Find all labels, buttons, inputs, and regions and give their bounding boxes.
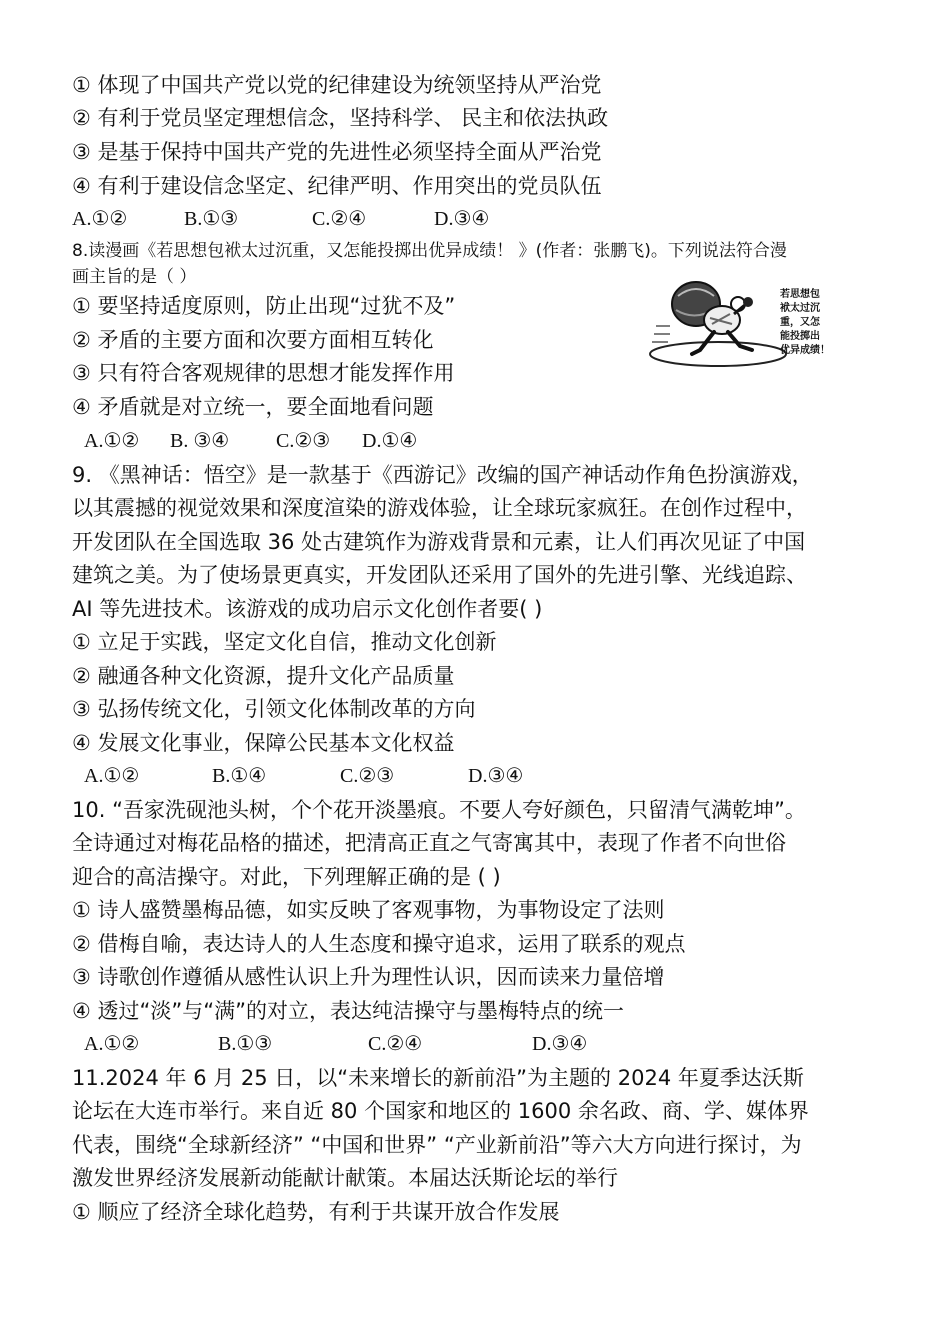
q9-option-d: D.③④ <box>468 765 524 787</box>
q10-item-4: ④ 透过“淡”与“满”的对立，表达纯洁操守与墨梅特点的统一 <box>72 999 625 1023</box>
q10-item-1: ① 诗人盛赞墨梅品德，如实反映了客观事物，为事物设定了法则 <box>72 898 665 922</box>
q9-stem-line-2: 以其震撼的视觉效果和深度渲染的游戏体验，让全球玩家疯狂。在创作过程中， <box>72 496 807 520</box>
q9-stem-line-4: 建筑之美。为了使场景更真实，开发团队还采用了国外的先进引擎、光线追踪、 <box>72 563 807 587</box>
q8-item-4: ④ 矛盾就是对立统一，要全面地看问题 <box>72 395 434 419</box>
cartoon-caption-line-2: 袱太过沉 <box>780 303 820 314</box>
q7-option-c: C.②④ <box>312 208 367 230</box>
q8-option-b: B. ③④ <box>170 430 230 452</box>
cartoon-caption-line-3: 重，又怎 <box>780 317 820 328</box>
q8-option-a: A.①② <box>84 430 140 452</box>
q7-item-4: ④ 有利于建设信念坚定、纪律严明、作用突出的党员队伍 <box>72 174 602 198</box>
q8-option-d: D.①④ <box>362 430 418 452</box>
q10-item-2: ② 借梅自喻，表达诗人的人生态度和操守追求，运用了联系的观点 <box>72 932 686 956</box>
q7-option-d: D.③④ <box>434 208 490 230</box>
q11-stem-line-2: 论坛在大连市举行。来自近 80 个国家和地区的 1600 余名政、商、学、媒体界 <box>72 1099 809 1123</box>
cartoon-caption-line-5: 优异成绩！ <box>780 345 830 356</box>
q7-item-3: ③ 是基于保持中国共产党的先进性必须坚持全面从严治党 <box>72 140 602 164</box>
cartoon-illustration <box>648 274 848 372</box>
q10-item-3: ③ 诗歌创作遵循从感性认识上升为理性认识，因而读来力量倍增 <box>72 965 665 989</box>
q9-option-c: C.②③ <box>340 765 395 787</box>
q8-stem-line-1: 8.读漫画《若思想包袱太过沉重，又怎能投掷出优异成绩！ 》(作者：张鹏飞)。下列说法符合漫 <box>72 241 787 261</box>
q9-item-1: ① 立足于实践，坚定文化自信，推动文化创新 <box>72 630 497 654</box>
q10-option-d: D.③④ <box>532 1033 588 1055</box>
q9-item-4: ④ 发展文化事业，保障公民基本文化权益 <box>72 731 455 755</box>
q9-stem-line-1: 9. 《黑神话：悟空》是一款基于《西游记》改编的国产神话动作角色扮演游戏， <box>72 463 813 487</box>
q9-stem-line-5: AI 等先进技术。该游戏的成功启示文化创作者要( ) <box>72 597 543 621</box>
cartoon-caption-line-4: 能投掷出 <box>780 331 820 342</box>
q10-option-c: C.②④ <box>368 1033 423 1055</box>
cartoon-caption <box>780 288 848 358</box>
q10-stem-line-1: 10. “吾家洗砚池头树，个个花开淡墨痕。不要人夸好颜色，只留清气满乾坤”。 <box>72 798 806 822</box>
q8-item-3: ③ 只有符合客观规律的思想才能发挥作用 <box>72 361 455 385</box>
q8-option-c: C.②③ <box>276 430 331 452</box>
q10-stem-line-2: 全诗通过对梅花品格的描述，把清高正直之气寄寓其中，表现了作者不向世俗 <box>72 831 786 855</box>
q11-stem-line-3: 代表，围绕“全球新经济” “中国和世界” “产业新前沿”等六大方向进行探讨，为 <box>72 1133 802 1157</box>
q8-item-2: ② 矛盾的主要方面和次要方面相互转化 <box>72 328 434 352</box>
q11-stem-line-4: 激发世界经济发展新动能献计献策。本届达沃斯论坛的举行 <box>72 1166 618 1190</box>
q7-item-2: ② 有利于党员坚定理想信念，坚持科学、 民主和依法执政 <box>72 106 609 130</box>
q10-stem-line-3: 迎合的高洁操守。对此，下列理解正确的是 ( ) <box>72 865 501 889</box>
q9-option-b: B.①④ <box>212 765 267 787</box>
q7-item-1: ① 体现了中国共产党以党的纪律建设为统领坚持从严治党 <box>72 73 602 97</box>
q9-stem-line-3: 开发团队在全国选取 36 处古建筑作为游戏背景和元素，让人们再次见证了中国 <box>72 530 806 554</box>
q7-option-b: B.①③ <box>184 208 239 230</box>
q11-item-1: ① 顺应了经济全球化趋势，有利于共谋开放合作发展 <box>72 1200 560 1224</box>
q10-option-a: A.①② <box>84 1033 140 1055</box>
q9-item-3: ③ 弘扬传统文化，引领文化体制改革的方向 <box>72 697 476 721</box>
q8-item-1: ① 要坚持适度原则，防止出现“过犹不及” <box>72 294 456 318</box>
q9-item-2: ② 融通各种文化资源，提升文化产品质量 <box>72 664 455 688</box>
q9-option-a: A.①② <box>84 765 140 787</box>
q7-option-a: A.①② <box>72 208 128 230</box>
q11-stem-line-1: 11.2024 年 6 月 25 日，以“未来增长的新前沿”为主题的 2024 年夏季达沃斯 <box>72 1066 804 1090</box>
q10-option-b: B.①③ <box>218 1033 273 1055</box>
q8-stem-line-2: 画主旨的是（ ） <box>72 267 197 287</box>
cartoon-caption-line-1: 若思想包 <box>780 289 820 300</box>
